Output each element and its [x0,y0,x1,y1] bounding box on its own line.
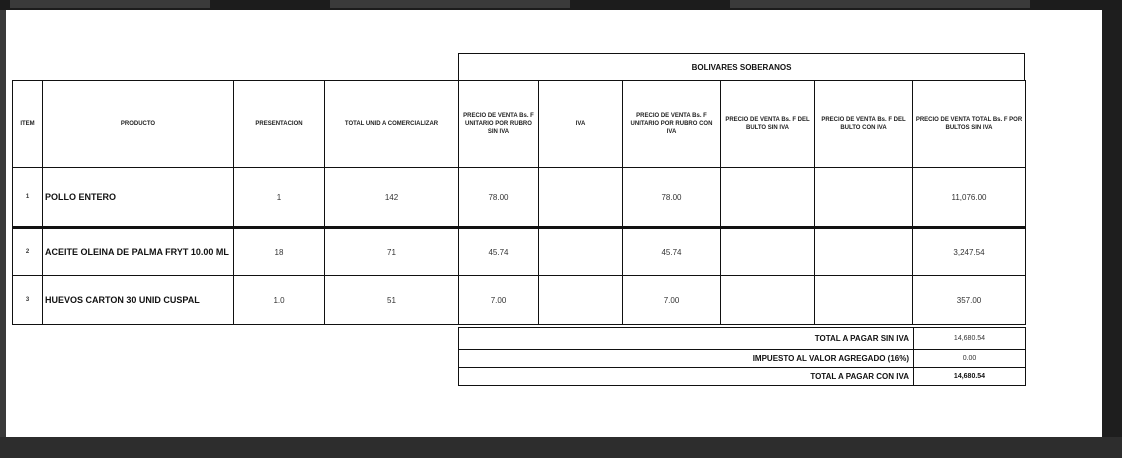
cell-precio-con-iva: 7.00 [623,276,721,325]
header-producto: PRODUCTO [43,81,234,168]
cell-presentacion: 1.0 [234,276,325,325]
cell-bulto-sin-iva [721,276,815,325]
cell-total-bultos: 11,076.00 [913,168,1026,228]
price-table [12,80,1026,325]
cell-presentacion: 1 [234,168,325,228]
cell-total-unid: 51 [325,276,459,325]
currency-header: BOLIVARES SOBERANOS [458,53,1025,80]
right-shadow [1102,10,1122,437]
total-sin-iva-label: TOTAL A PAGAR SIN IVA [459,328,914,350]
cell-precio-sin-iva: 78.00 [459,168,539,228]
totals-row [459,328,1026,350]
cell-total-unid: 142 [325,168,459,228]
totals-row [459,368,1026,386]
cell-total-unid: 71 [325,228,459,276]
top-bar-segment [730,0,1030,8]
header-item: ITEM [13,81,43,168]
cell-item: 2 [13,228,43,276]
cell-iva [539,168,623,228]
cell-producto: ACEITE OLEINA DE PALMA FRYT 10.00 ML [43,228,234,276]
cell-producto: POLLO ENTERO [43,168,234,228]
total-con-iva-value: 14,680.54 [914,368,1026,386]
header-iva: IVA [539,81,623,168]
top-bar-segment [10,0,210,8]
table-row [13,168,1026,228]
cell-precio-con-iva: 78.00 [623,168,721,228]
totals-table [458,327,1026,386]
cell-iva [539,228,623,276]
table-row [13,228,1026,276]
bottom-bar [0,437,1122,458]
header-bulto-sin-iva: PRECIO DE VENTA Bs. F DEL BULTO SIN IVA [721,81,815,168]
cell-bulto-con-iva [815,228,913,276]
top-bar [0,0,1122,10]
total-con-iva-label: TOTAL A PAGAR CON IVA [459,368,914,386]
cell-bulto-sin-iva [721,168,815,228]
total-sin-iva-value: 14,680.54 [914,328,1026,350]
header-total-bultos: PRECIO DE VENTA TOTAL Bs. F POR BULTOS SIN IVA [913,81,1026,168]
header-bulto-con-iva: PRECIO DE VENTA Bs. F DEL BULTO CON IVA [815,81,913,168]
cell-producto: HUEVOS CARTON 30 UNID CUSPAL [43,276,234,325]
cell-bulto-con-iva [815,276,913,325]
header-precio-con-iva: PRECIO DE VENTA Bs. F UNITARIO POR RUBRO CON IVA [623,81,721,168]
iva-label: IMPUESTO AL VALOR AGREGADO (16%) [459,350,914,368]
cell-presentacion: 18 [234,228,325,276]
cell-precio-sin-iva: 7.00 [459,276,539,325]
header-presentacion: PRESENTACION [234,81,325,168]
cell-precio-con-iva: 45.74 [623,228,721,276]
cell-precio-sin-iva: 45.74 [459,228,539,276]
cell-total-bultos: 3,247.54 [913,228,1026,276]
table-row [13,276,1026,325]
header-precio-sin-iva: PRECIO DE VENTA Bs. F UNITARIO POR RUBRO SIN IVA [459,81,539,168]
top-bar-segment [330,0,570,8]
cell-iva [539,276,623,325]
header-total-unid: TOTAL UNID A COMERCIALIZAR [325,81,459,168]
totals-row [459,350,1026,368]
cell-bulto-sin-iva [721,228,815,276]
cell-total-bultos: 357.00 [913,276,1026,325]
cell-item: 3 [13,276,43,325]
cell-item: 1 [13,168,43,228]
table-header-row [13,81,1026,168]
cell-bulto-con-iva [815,168,913,228]
iva-value: 0.00 [914,350,1026,368]
